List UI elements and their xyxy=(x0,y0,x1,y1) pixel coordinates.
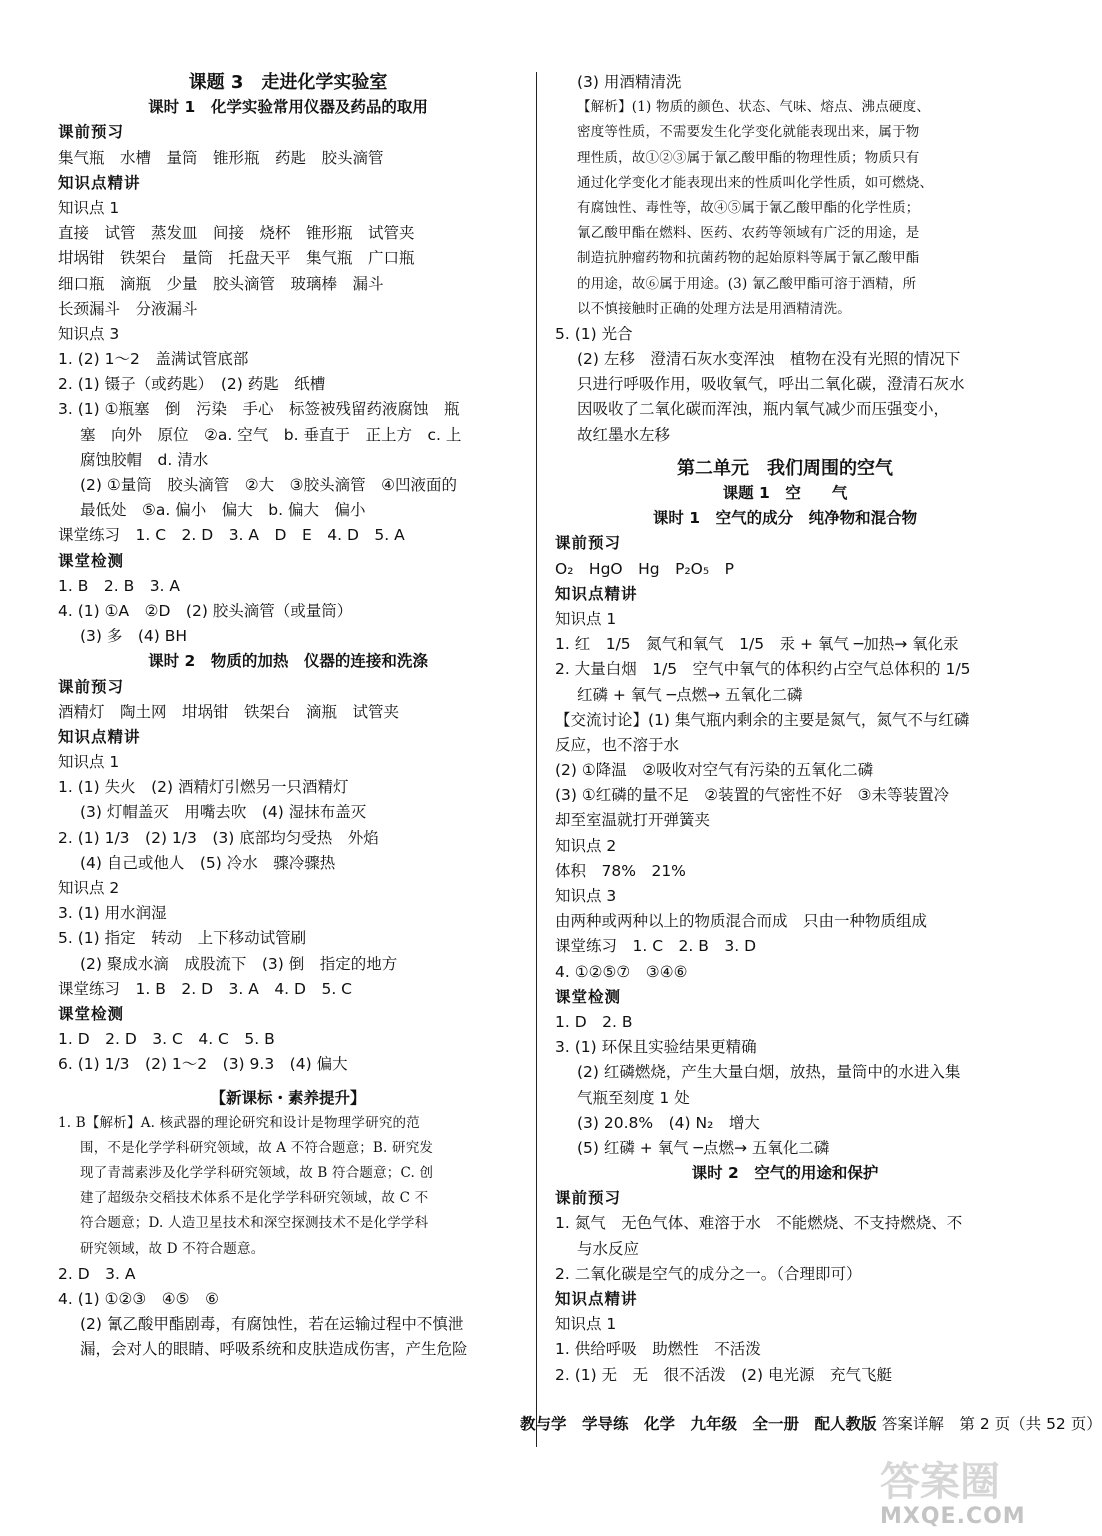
text-line: 4. (1) ①A ②D (2) 胶头滴管（或量筒） xyxy=(58,601,353,620)
text-line: 5. (1) 指定 转动 上下移动试管刷 xyxy=(58,929,307,948)
left-column xyxy=(58,70,518,1363)
text-line: 2. (1) 镊子（或药匙） (2) 药匙 纸槽 xyxy=(58,375,326,394)
text-line: 知识点 1 xyxy=(58,753,120,772)
text-line: 体积 78% 21% xyxy=(555,861,686,880)
text-line: 4. ①②⑤⑦ ③④⑥ xyxy=(555,962,688,981)
text-line: 1. (2) 1～2 盖满试管底部 xyxy=(58,350,249,369)
text-line: 2. 大量白烟 1/5 空气中氧气的体积约占空气总体积的 1/5 xyxy=(555,660,971,679)
text-line: 制造抗肿瘤药物和抗菌药物的起始原料等属于氰乙酸甲酯 xyxy=(577,250,920,267)
text-line: 漏，会对人的眼睛、呼吸系统和皮肤造成伤害，产生危险 xyxy=(80,1340,468,1359)
text-line: (2) 聚成水滴 成股流下 (3) 倒 指定的地方 xyxy=(80,954,398,973)
text-line: 【解析】(1) 物质的颜色、状态、气味、熔点、沸点硬度、 xyxy=(577,99,931,116)
section-heading: 课前预习 xyxy=(555,534,622,553)
text-line: 知识点 3 xyxy=(58,324,120,343)
watermark-site: MXQE.COM xyxy=(880,1504,1026,1529)
section-heading: 课前预习 xyxy=(555,1189,622,1208)
text-line: 长颈漏斗 分液漏斗 xyxy=(58,299,198,318)
section-heading: 课堂检测 xyxy=(58,551,125,570)
text-line: 最低处 ⑤a. 偏小 偏大 b. 偏大 偏小 xyxy=(80,501,366,520)
text-line: 课时 2 空气的用途和保护 xyxy=(691,1164,879,1183)
section-heading: 知识点精讲 xyxy=(555,1290,638,1308)
text-line: 课题 1 空 气 xyxy=(722,484,848,502)
text-line: 课堂练习 1. C 2. B 3. D xyxy=(555,937,757,956)
text-line: 【新课标・素养提升】 xyxy=(210,1088,366,1107)
text-line: 1. 供给呼吸 助燃性 不活泼 xyxy=(555,1340,761,1359)
text-line: 课堂练习 1. C 2. D 3. A D E 4. D 5. A xyxy=(58,526,405,545)
text-line: 3. (1) 环保且实验结果更精确 xyxy=(555,1038,757,1057)
text-line: 4. (1) ①②③ ④⑤ ⑥ xyxy=(58,1290,219,1308)
text-line: 现了青蒿素涉及化学学科研究领域，故 B 符合题意；C. 创 xyxy=(80,1165,434,1182)
text-line: 课时 1 空气的成分 纯净物和混合物 xyxy=(652,509,918,528)
text-line: 2. (1) 无 无 很不活泼 (2) 电光源 充气飞艇 xyxy=(555,1365,892,1384)
text-line: 直接 试管 蒸发皿 间接 烧杯 锥形瓶 试管夹 xyxy=(58,224,415,243)
text-line: 知识点 1 xyxy=(555,1315,617,1334)
footer-page-number: 答案详解 第 2 页（共 52 页） xyxy=(881,1415,1102,1433)
text-line: 知识点 2 xyxy=(58,879,120,897)
text-line: 密度等性质，不需要发生化学变化就能表现出来，属于物 xyxy=(577,124,920,141)
text-line: 课堂练习 1. B 2. D 3. A 4. D 5. C xyxy=(58,979,353,998)
text-line: 坩埚钳 铁架台 量筒 托盘天平 集气瓶 广口瓶 xyxy=(58,249,415,268)
text-line: 细口瓶 滴瓶 少量 胶头滴管 玻璃棒 漏斗 xyxy=(58,274,384,293)
text-line: (4) 自己或他人 (5) 冷水 骤冷骤热 xyxy=(80,853,336,872)
text-line: 知识点 1 xyxy=(58,198,120,217)
watermark-logo: 答案圈 xyxy=(880,1459,1000,1505)
text-line: 课时 2 物质的加热 仪器的连接和洗涤 xyxy=(148,652,428,671)
text-line: 建了超级杂交稻技术体系不是化学学科研究领域，故 C 不 xyxy=(80,1190,429,1207)
text-line: (2) 左移 澄清石灰水变浑浊 植物在没有光照的情况下 xyxy=(577,350,961,369)
text-line: 以不慎接触时正确的处理方法是用酒精清洗。 xyxy=(577,300,851,317)
text-line: 2. D 3. A xyxy=(58,1264,136,1283)
text-line: 故红墨水左移 xyxy=(577,425,671,444)
watermark xyxy=(880,1450,1030,1530)
text-line: 却至室温就打开弹簧夹 xyxy=(555,811,711,830)
text-line: 3. (1) ①瓶塞 倒 污染 手心 标签被残留药液腐蚀 瓶 xyxy=(58,400,460,419)
text-line: (3) 20.8% (4) N₂ 增大 xyxy=(577,1113,760,1132)
section-heading: 课前预习 xyxy=(58,123,125,142)
text-line: 1. B【解析】A. 核武器的理论研究和设计是物理学研究的范 xyxy=(58,1114,420,1131)
text-line: (3) 用酒精清洗 xyxy=(577,73,682,91)
section-heading: 知识点精讲 xyxy=(58,173,141,192)
text-line: 5. (1) 光合 xyxy=(555,324,633,343)
text-line: (5) 红磷 + 氧气 ─点燃→ 五氧化二磷 xyxy=(577,1138,830,1157)
text-line: 塞 向外 原位 ②a. 空气 b. 垂直于 正上方 c. 上 xyxy=(80,425,462,444)
text-line: (2) ①降温 ②吸收对空气有污染的五氧化二磷 xyxy=(555,761,874,780)
text-line: 集气瓶 水槽 量筒 锥形瓶 药匙 胶头滴管 xyxy=(58,148,384,167)
text-line: 腐蚀胶帽 d. 清水 xyxy=(80,450,209,469)
section-heading: 知识点精讲 xyxy=(555,584,638,603)
page-footer xyxy=(520,1412,1102,1434)
text-line xyxy=(58,1078,518,1086)
text-line: 2. 二氧化碳是空气的成分之一。（合理即可） xyxy=(555,1264,862,1283)
text-line: 有腐蚀性、毒性等，故④⑤属于氰乙酸甲酯的化学性质； xyxy=(577,199,920,216)
text-line: (2) 红磷燃烧，产生大量白烟，放热，量筒中的水进入集 xyxy=(577,1063,961,1082)
text-line: 【交流讨论】(1) 集气瓶内剩余的主要是氮气，氮气不与红磷 xyxy=(555,710,970,729)
text-line: 知识点 1 xyxy=(555,609,617,628)
text-line: (2) ①量筒 胶头滴管 ②大 ③胶头滴管 ④凹液面的 xyxy=(80,476,457,494)
text-line: 反应，也不溶于水 xyxy=(555,735,680,754)
text-line: 围，不是化学学科研究领域，故 A 不符合题意；B. 研究发 xyxy=(80,1139,434,1156)
text-line: 只进行呼吸作用，吸收氧气，呼出二氧化碳，澄清石灰水 xyxy=(577,375,965,394)
text-line: 1. (1) 失火 (2) 酒精灯引燃另一只酒精灯 xyxy=(58,778,349,797)
text-line: 通过化学变化才能表现出来的性质叫化学性质，如可燃烧、 xyxy=(577,174,934,191)
footer-title: 教与学 学导练 化学 九年级 全一册 配人教版 xyxy=(520,1415,877,1433)
section-heading: 课堂检测 xyxy=(555,987,622,1006)
text-line: O₂ HgO Hg P₂O₅ P xyxy=(555,559,734,578)
text-line: (3) ①红磷的量不足 ②装置的气密性不好 ③未等装置冷 xyxy=(555,786,950,805)
text-line: 的用途，故⑥属于用途。(3) 氰乙酸甲酯可溶于酒精，所 xyxy=(577,275,917,292)
text-line: 2. (1) 1/3 (2) 1/3 (3) 底部均匀受热 外焰 xyxy=(58,828,379,847)
text-line: 1. D 2. B xyxy=(555,1012,633,1031)
text-line: 1. 氮气 无色气体、难溶于水 不能燃烧、不支持燃烧、不 xyxy=(555,1214,963,1233)
text-line: 气瓶至刻度 1 处 xyxy=(577,1088,690,1107)
text-line: 知识点 3 xyxy=(555,887,617,905)
text-line: 1. B 2. B 3. A xyxy=(58,576,181,595)
section-heading: 知识点精讲 xyxy=(58,727,141,746)
text-line: 1. D 2. D 3. C 4. C 5. B xyxy=(58,1030,275,1049)
text-line: 第二单元 我们周围的空气 xyxy=(677,457,893,479)
text-line: 6. (1) 1/3 (2) 1～2 (3) 9.3 (4) 偏大 xyxy=(58,1055,348,1074)
text-line: 课题 3 走进化学实验室 xyxy=(188,72,388,93)
text-line: 因吸收了二氧化碳而浑浊，瓶内氧气减少而压强变小， xyxy=(577,400,950,419)
text-line: 1. 红 1/5 氮气和氧气 1/5 汞 + 氧气 ─加热→ 氧化汞 xyxy=(555,635,959,654)
section-heading: 课前预习 xyxy=(58,677,125,696)
text-line: 研究领域，故 D 不符合题意。 xyxy=(80,1240,265,1257)
text-line: 3. (1) 用水润湿 xyxy=(58,904,167,923)
text-line: 由两种或两种以上的物质混合而成 只由一种物质组成 xyxy=(555,912,928,931)
text-line: 氰乙酸甲酯在燃料、医药、农药等领域有广泛的用途，是 xyxy=(577,225,920,242)
text-line: 理性质，故①②③属于氰乙酸甲酯的物理性质；物质只有 xyxy=(577,149,920,166)
column-divider xyxy=(536,72,537,1447)
section-heading: 课堂检测 xyxy=(58,1004,125,1023)
text-line: 酒精灯 陶土网 坩埚钳 铁架台 滴瓶 试管夹 xyxy=(58,702,400,721)
text-line: 符合题意；D. 人造卫星技术和深空探测技术不是化学学科 xyxy=(80,1215,429,1232)
text-line: (3) 多 (4) BH xyxy=(80,627,188,646)
right-column xyxy=(555,70,1015,1388)
text-line: (2) 氰乙酸甲酯剧毒，有腐蚀性，若在运输过程中不慎泄 xyxy=(80,1315,464,1334)
text-line xyxy=(555,448,1015,456)
text-line: 红磷 + 氧气 ─点燃→ 五氧化二磷 xyxy=(577,685,803,704)
text-line: 与水反应 xyxy=(577,1239,640,1258)
text-line: 知识点 2 xyxy=(555,836,617,855)
text-line: 课时 1 化学实验常用仪器及药品的取用 xyxy=(148,98,428,117)
text-line: (3) 灯帽盖灭 用嘴去吹 (4) 湿抹布盖灭 xyxy=(80,803,367,822)
